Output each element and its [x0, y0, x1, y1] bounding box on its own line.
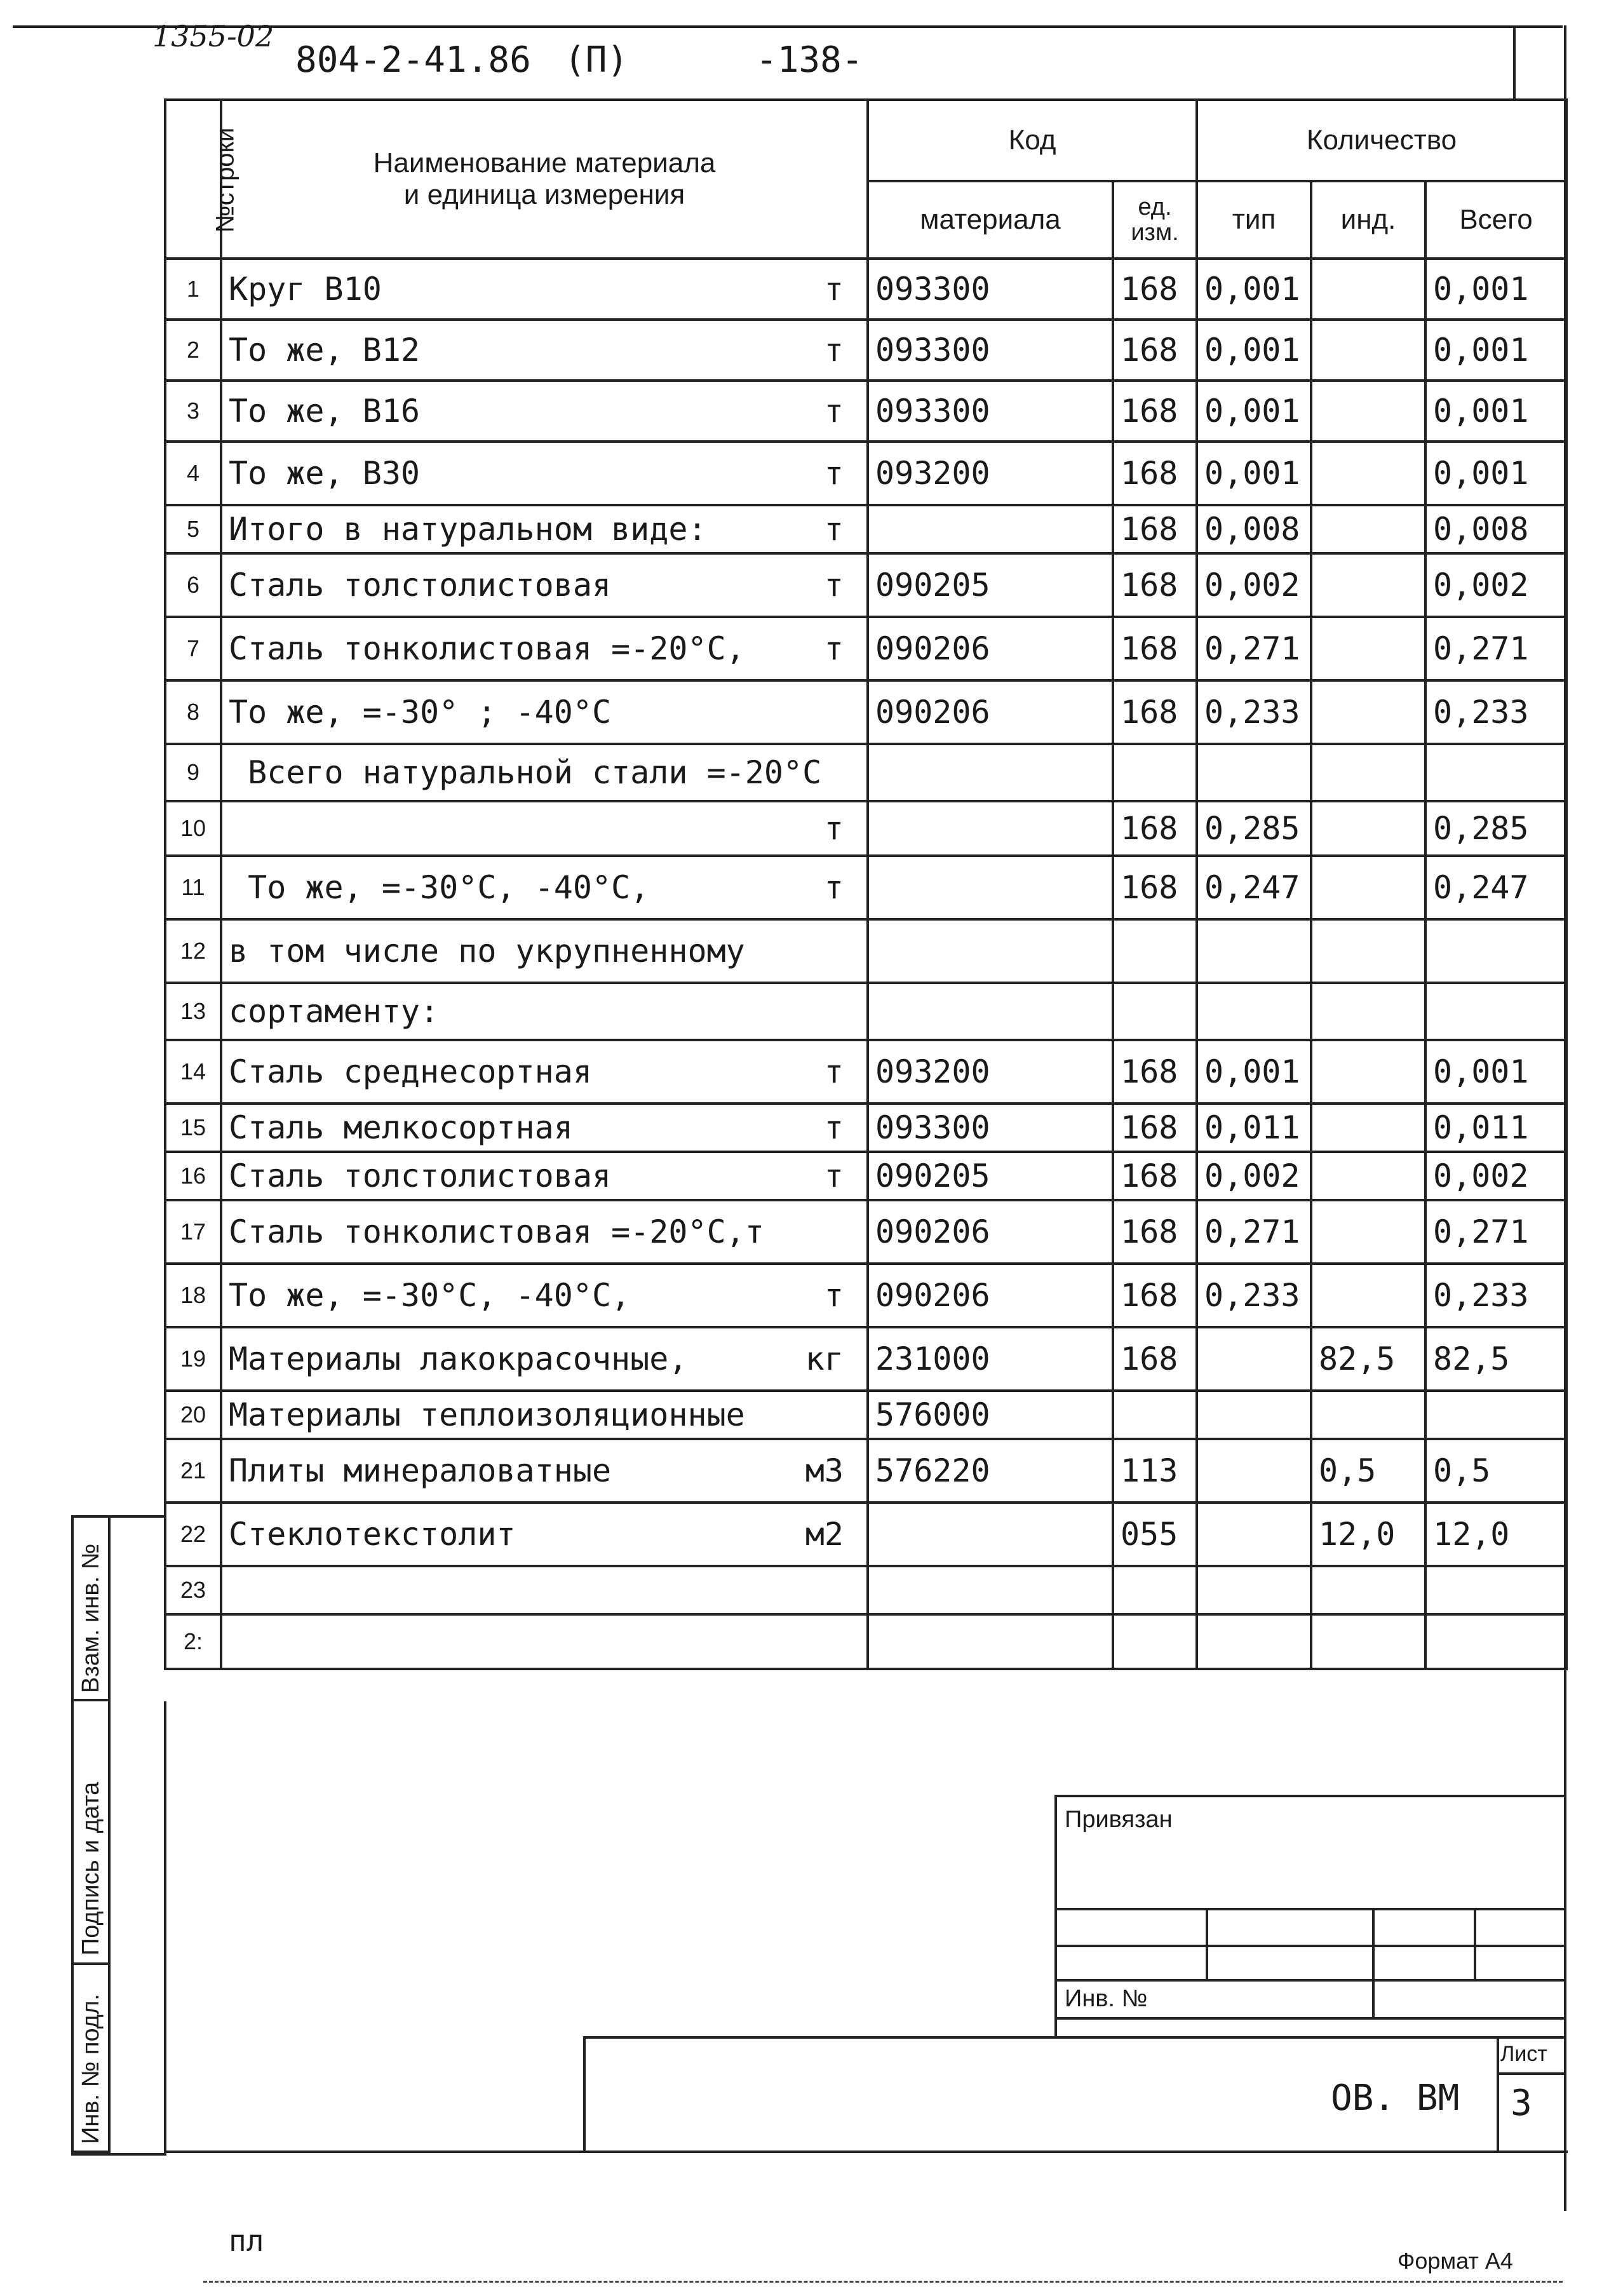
quantity-typ: 0,002: [1197, 1152, 1311, 1200]
material-name: [221, 617, 868, 680]
unit-text: т: [824, 332, 844, 368]
row-number: 18: [165, 1264, 221, 1327]
material-name: [221, 1439, 868, 1503]
quantity-typ: 0,002: [1197, 553, 1311, 617]
unit-text: т: [824, 567, 844, 604]
material-code: 093300: [868, 381, 1113, 442]
quantity-ind: [1311, 442, 1425, 505]
inv-original-label: Инв. № подл.: [77, 1994, 104, 2144]
unit-code: 113: [1113, 1439, 1197, 1503]
sheet-row-left: [583, 2036, 586, 2151]
material-code: [868, 505, 1113, 553]
unit-code: 168: [1113, 320, 1197, 381]
table-row: [165, 1614, 1566, 1669]
material-code: 093300: [868, 259, 1113, 320]
quantity-ind: [1311, 1264, 1425, 1327]
material-name-text: То же, В30: [229, 455, 421, 492]
unit-code: 168: [1113, 1152, 1197, 1200]
unit-code: [1113, 1614, 1197, 1669]
top-corner-box: [1513, 25, 1516, 100]
quantity-typ: [1197, 1566, 1311, 1614]
quantity-typ: 0,001: [1197, 259, 1311, 320]
quantity-total: 0,5: [1425, 1439, 1566, 1503]
quantity-ind: [1311, 856, 1425, 919]
material-name: [221, 1264, 868, 1327]
header-row-1: [165, 100, 1566, 181]
table-row: [165, 1264, 1566, 1327]
table-row: [165, 1200, 1566, 1264]
table-row: [165, 1503, 1566, 1566]
material-name: [221, 1614, 868, 1669]
unit-code: 168: [1113, 680, 1197, 744]
unit-code: 168: [1113, 442, 1197, 505]
title-block: [1054, 1795, 1565, 2036]
unit-text: т: [824, 393, 844, 429]
material-code: [868, 1614, 1113, 1669]
table-row: [165, 505, 1566, 553]
unit-code: [1113, 919, 1197, 983]
materials-table: [164, 98, 1568, 1670]
material-name: [221, 553, 868, 617]
material-code: 093200: [868, 442, 1113, 505]
quantity-ind: 0,5: [1311, 1439, 1425, 1503]
row-number: 6: [165, 553, 221, 617]
quantity-ind: [1311, 680, 1425, 744]
replaced-inv-cell: [71, 1515, 111, 1701]
unit-code: [1113, 983, 1197, 1040]
quantity-typ: [1197, 1503, 1311, 1566]
row-number-header: №строки: [165, 100, 221, 259]
row-number: 4: [165, 442, 221, 505]
material-code: 093300: [868, 320, 1113, 381]
document-variant: (П): [564, 39, 629, 81]
footer-mark: пл: [229, 2224, 264, 2258]
quantity-total: 0,002: [1425, 1152, 1566, 1200]
quantity-typ: 0,008: [1197, 505, 1311, 553]
table-row: [165, 1566, 1566, 1614]
row-number: 22: [165, 1503, 221, 1566]
row-number: 2: [165, 320, 221, 381]
material-name: [221, 320, 868, 381]
quantity-ind: [1311, 983, 1425, 1040]
row-number: 9: [165, 744, 221, 801]
sheet-cell-divider: [1497, 2036, 1499, 2151]
material-code: [868, 856, 1113, 919]
bound-to-label: Привязан: [1065, 1806, 1173, 1833]
material-name: [221, 856, 868, 919]
material-name-text: То же, =-30° ; -40°С: [229, 694, 612, 731]
table-row: [165, 801, 1566, 856]
table-row: [165, 744, 1566, 801]
material-name: [221, 505, 868, 553]
row-number: 5: [165, 505, 221, 553]
format-label: Формат А4: [1397, 2248, 1513, 2274]
material-name-text: То же, В16: [229, 393, 421, 429]
table-row: [165, 381, 1566, 442]
material-name-text: То же, =-30°С, -40°С,: [229, 1277, 631, 1314]
quantity-ind: [1311, 1152, 1425, 1200]
quantity-typ: 0,247: [1197, 856, 1311, 919]
quantity-total: 0,001: [1425, 442, 1566, 505]
row-number: 19: [165, 1327, 221, 1391]
quantity-total: [1425, 1391, 1566, 1439]
material-name-text: в том числе по укрупненному: [229, 933, 745, 969]
page-number: -138-: [756, 39, 863, 81]
unit-code: 055: [1113, 1503, 1197, 1566]
quantity-ind: [1311, 744, 1425, 801]
quantity-ind: [1311, 1614, 1425, 1669]
material-code: 090205: [868, 553, 1113, 617]
unit-text: т: [824, 271, 844, 307]
quantity-ind: [1311, 381, 1425, 442]
table-row: [165, 919, 1566, 983]
material-name: [221, 801, 868, 856]
unit-text: т: [824, 630, 844, 667]
material-code: [868, 1566, 1113, 1614]
quantity-ind: [1311, 919, 1425, 983]
quantity-total: 0,002: [1425, 553, 1566, 617]
material-code: [868, 919, 1113, 983]
unit-text: т: [824, 455, 844, 492]
material-name: [221, 1503, 868, 1566]
row-number: 11: [165, 856, 221, 919]
material-name-text: Материалы лакокрасочные,: [229, 1340, 688, 1377]
row-number: 17: [165, 1200, 221, 1264]
quantity-typ: [1197, 919, 1311, 983]
material-name-text: Плиты минераловатные: [229, 1452, 612, 1489]
bottom-rule: [203, 2281, 1563, 2283]
material-name: [221, 442, 868, 505]
material-name: [221, 983, 868, 1040]
row-number: 23: [165, 1566, 221, 1614]
total-header: Всего: [1425, 181, 1566, 259]
unit-text: т: [824, 1053, 844, 1090]
quantity-ind: 12,0: [1311, 1503, 1425, 1566]
table-row: [165, 553, 1566, 617]
material-name-text: Стеклотекстолит: [229, 1516, 516, 1553]
unit-code-header: ед. изм.: [1113, 181, 1197, 259]
material-code: 093300: [868, 1104, 1113, 1152]
quantity-ind: [1311, 801, 1425, 856]
quantity-typ: 0,233: [1197, 680, 1311, 744]
material-name: [221, 1040, 868, 1104]
quantity-typ: 0,011: [1197, 1104, 1311, 1152]
unit-text: т: [824, 1158, 844, 1194]
quantity-total: 0,001: [1425, 320, 1566, 381]
material-name-text: Сталь толстолистовая: [229, 567, 612, 604]
quantity-ind: 82,5: [1311, 1327, 1425, 1391]
quantity-total: 0,011: [1425, 1104, 1566, 1152]
unit-code: [1113, 1566, 1197, 1614]
unit-code: 168: [1113, 801, 1197, 856]
unit-text: т: [824, 1277, 844, 1314]
quantity-typ: [1197, 744, 1311, 801]
material-code: 576000: [868, 1391, 1113, 1439]
unit-code: 168: [1113, 1040, 1197, 1104]
row-number: 16: [165, 1152, 221, 1200]
table-row: [165, 617, 1566, 680]
material-name: [221, 1152, 868, 1200]
row-number: 15: [165, 1104, 221, 1152]
table-row: [165, 1391, 1566, 1439]
material-name-text: Сталь тонколистовая =-20°С,: [229, 630, 745, 667]
table-row: [165, 1439, 1566, 1503]
table-row: [165, 442, 1566, 505]
quantity-typ: [1197, 1614, 1311, 1669]
material-name-text: Круг В10: [229, 271, 382, 307]
material-name: [221, 1104, 868, 1152]
quantity-typ: 0,271: [1197, 617, 1311, 680]
material-code-header: материала: [868, 181, 1113, 259]
material-name-text: То же, =-30°С, -40°С,: [229, 869, 650, 906]
quantity-typ: [1197, 1327, 1311, 1391]
table-row: [165, 259, 1566, 320]
material-name-text: Сталь среднесортная: [229, 1053, 592, 1090]
handwritten-number: 1355-02: [152, 19, 274, 53]
quantity-typ: 0,271: [1197, 1200, 1311, 1264]
row-number: 10: [165, 801, 221, 856]
material-name: [221, 1566, 868, 1614]
table-row: [165, 1327, 1566, 1391]
material-name-text: Итого в натуральном виде:: [229, 511, 707, 548]
material-name-text: То же, В12: [229, 332, 421, 368]
material-name-text: Сталь толстолистовая: [229, 1158, 612, 1194]
material-code: 090206: [868, 680, 1113, 744]
table-row: [165, 320, 1566, 381]
material-code: 090206: [868, 1264, 1113, 1327]
material-name: [221, 1200, 868, 1264]
sheet-row-top: [583, 2036, 1565, 2039]
quantity-ind: [1311, 1104, 1425, 1152]
row-number: 2:: [165, 1614, 221, 1669]
table-row: [165, 983, 1566, 1040]
table-row: [165, 1152, 1566, 1200]
ind-header: инд.: [1311, 181, 1425, 259]
unit-code: 168: [1113, 505, 1197, 553]
unit-code: 168: [1113, 381, 1197, 442]
material-name: [221, 1327, 868, 1391]
quantity-total: [1425, 1614, 1566, 1669]
quantity-typ: 0,001: [1197, 381, 1311, 442]
row-number: 1: [165, 259, 221, 320]
code-header: Код: [868, 100, 1197, 181]
material-name-text: Всего натуральной стали =-20°С: [229, 754, 822, 791]
quantity-total: 0,247: [1425, 856, 1566, 919]
quantity-total: 0,001: [1425, 259, 1566, 320]
quantity-total: 0,285: [1425, 801, 1566, 856]
material-code: [868, 983, 1113, 1040]
unit-code: 168: [1113, 1327, 1197, 1391]
unit-code: 168: [1113, 617, 1197, 680]
sheet-number: 3: [1511, 2083, 1532, 2124]
row-number: 21: [165, 1439, 221, 1503]
sheet-label-divider: [1497, 2072, 1565, 2075]
quantity-total: 0,271: [1425, 617, 1566, 680]
quantity-total: 0,001: [1425, 1040, 1566, 1104]
material-name-text: сортаменту:: [229, 993, 440, 1030]
quantity-total: 0,233: [1425, 1264, 1566, 1327]
sheet-code: ОВ. ВМ: [1331, 2077, 1460, 2119]
material-name: [221, 1391, 868, 1439]
quantity-total: 0,001: [1425, 381, 1566, 442]
quantity-typ: 0,001: [1197, 320, 1311, 381]
quantity-typ: 0,001: [1197, 442, 1311, 505]
row-number: 3: [165, 381, 221, 442]
material-name: [221, 259, 868, 320]
unit-text: м2: [805, 1516, 844, 1553]
quantity-total: 12,0: [1425, 1503, 1566, 1566]
row-number: 7: [165, 617, 221, 680]
unit-text: т: [824, 810, 844, 847]
material-name-text: Сталь мелкосортная: [229, 1109, 573, 1146]
unit-code: 168: [1113, 1264, 1197, 1327]
name-header: Наименование материала и единица измерения: [221, 100, 868, 259]
quantity-total: [1425, 919, 1566, 983]
material-code: 231000: [868, 1327, 1113, 1391]
quantity-typ: 0,233: [1197, 1264, 1311, 1327]
unit-text: т: [824, 511, 844, 548]
unit-code: 168: [1113, 1200, 1197, 1264]
material-name: [221, 381, 868, 442]
material-name-text: Сталь тонколистовая =-20°С,т: [229, 1213, 764, 1250]
unit-text: т: [824, 1109, 844, 1146]
unit-text: т: [824, 869, 844, 906]
unit-code: 168: [1113, 1104, 1197, 1152]
quantity-header: Количество: [1197, 100, 1566, 181]
row-number: 12: [165, 919, 221, 983]
quantity-ind: [1311, 320, 1425, 381]
quantity-ind: [1311, 553, 1425, 617]
quantity-ind: [1311, 505, 1425, 553]
quantity-ind: [1311, 1566, 1425, 1614]
material-code: [868, 801, 1113, 856]
quantity-ind: [1311, 1200, 1425, 1264]
table-row: [165, 680, 1566, 744]
row-number: 20: [165, 1391, 221, 1439]
table-row: [165, 1104, 1566, 1152]
signature-date-label: Подпись и дата: [77, 1781, 104, 1955]
quantity-typ: 0,285: [1197, 801, 1311, 856]
quantity-typ: [1197, 1439, 1311, 1503]
unit-code: 168: [1113, 259, 1197, 320]
unit-code: 168: [1113, 856, 1197, 919]
quantity-ind: [1311, 1040, 1425, 1104]
quantity-total: [1425, 983, 1566, 1040]
material-code: 090206: [868, 1200, 1113, 1264]
quantity-total: 82,5: [1425, 1327, 1566, 1391]
unit-code: [1113, 744, 1197, 801]
material-code: [868, 1503, 1113, 1566]
quantity-typ: 0,001: [1197, 1040, 1311, 1104]
row-number: 13: [165, 983, 221, 1040]
unit-text: м3: [805, 1452, 844, 1489]
material-name: [221, 919, 868, 983]
unit-code: 168: [1113, 553, 1197, 617]
sheet-label: Лист: [1500, 2042, 1547, 2066]
quantity-typ: [1197, 983, 1311, 1040]
material-code: 576220: [868, 1439, 1113, 1503]
inv-number-label: Инв. №: [1065, 1985, 1148, 2012]
row-number: 14: [165, 1040, 221, 1104]
quantity-ind: [1311, 259, 1425, 320]
quantity-total: 0,233: [1425, 680, 1566, 744]
quantity-total: [1425, 1566, 1566, 1614]
inv-original-cell: [71, 1965, 111, 2153]
document-number: 804-2-41.86: [295, 39, 531, 81]
table-row: [165, 1040, 1566, 1104]
material-code: [868, 744, 1113, 801]
material-code: 093200: [868, 1040, 1113, 1104]
table-row: [165, 856, 1566, 919]
quantity-total: 0,008: [1425, 505, 1566, 553]
quantity-ind: [1311, 1391, 1425, 1439]
material-name-text: Материалы теплоизоляционные: [229, 1396, 745, 1433]
replaced-inv-label: Взам. инв. №: [77, 1543, 104, 1693]
material-code: 090205: [868, 1152, 1113, 1200]
material-name: [221, 744, 868, 801]
signature-date-cell: [71, 1701, 111, 1965]
quantity-typ: [1197, 1391, 1311, 1439]
material-code: 090206: [868, 617, 1113, 680]
unit-code: [1113, 1391, 1197, 1439]
quantity-total: [1425, 744, 1566, 801]
row-number: 8: [165, 680, 221, 744]
unit-text: кг: [805, 1340, 844, 1377]
quantity-total: 0,271: [1425, 1200, 1566, 1264]
material-name: [221, 680, 868, 744]
typ-header: тип: [1197, 181, 1311, 259]
quantity-ind: [1311, 617, 1425, 680]
